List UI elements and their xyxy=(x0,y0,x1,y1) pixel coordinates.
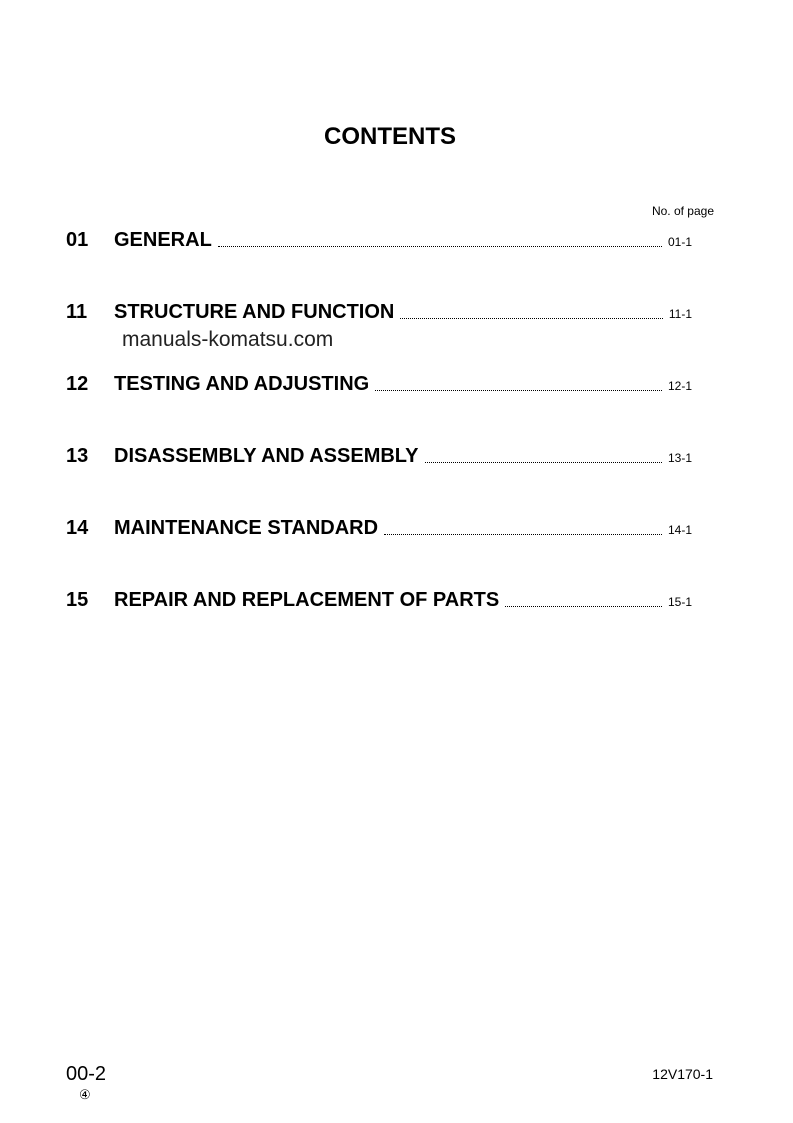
page-title: CONTENTS xyxy=(324,123,456,150)
entry-label: DISASSEMBLY AND ASSEMBLY xyxy=(114,445,419,467)
toc-entry-disassembly-assembly[interactable] xyxy=(66,442,692,468)
leader-dots xyxy=(384,534,662,535)
footer-page-number: 00-2 xyxy=(66,1063,107,1085)
toc-entry-maintenance-standard[interactable] xyxy=(66,514,692,540)
entry-label: MAINTENANCE STANDARD xyxy=(114,517,379,539)
toc-entry-general[interactable] xyxy=(66,226,692,252)
entry-label: STRUCTURE AND FUNCTION xyxy=(114,301,395,323)
no-of-page-label: No. of page xyxy=(651,204,714,218)
footer-model: 12V170-1 xyxy=(652,1066,713,1082)
entry-number: 12 xyxy=(66,373,89,395)
entry-page: 01-1 xyxy=(667,235,692,249)
entry-number: 15 xyxy=(66,589,89,611)
entry-page: 13-1 xyxy=(667,451,692,465)
leader-dots xyxy=(375,390,662,391)
revision-mark: ④ xyxy=(79,1087,91,1102)
leader-dots xyxy=(505,606,662,607)
toc-entry-testing-adjusting[interactable] xyxy=(66,370,692,396)
entry-page: 14-1 xyxy=(667,523,692,537)
entry-number: 11 xyxy=(66,301,88,323)
entry-page: 15-1 xyxy=(667,595,692,609)
entry-page: 11-1 xyxy=(668,307,692,321)
entry-label: GENERAL xyxy=(114,229,212,251)
leader-dots xyxy=(400,318,663,319)
entry-label: REPAIR AND REPLACEMENT OF PARTS xyxy=(114,589,500,611)
entry-page: 12-1 xyxy=(667,379,692,393)
entry-number: 13 xyxy=(66,445,89,467)
toc-entry-repair-replacement[interactable] xyxy=(66,586,692,612)
entry-label: TESTING AND ADJUSTING xyxy=(114,373,370,395)
entry-number: 01 xyxy=(66,229,89,251)
entry-number: 14 xyxy=(66,517,89,539)
watermark: manuals-komatsu.com xyxy=(122,328,334,351)
leader-dots xyxy=(218,246,662,247)
toc-entry-structure-function[interactable] xyxy=(66,298,692,324)
leader-dots xyxy=(425,462,662,463)
